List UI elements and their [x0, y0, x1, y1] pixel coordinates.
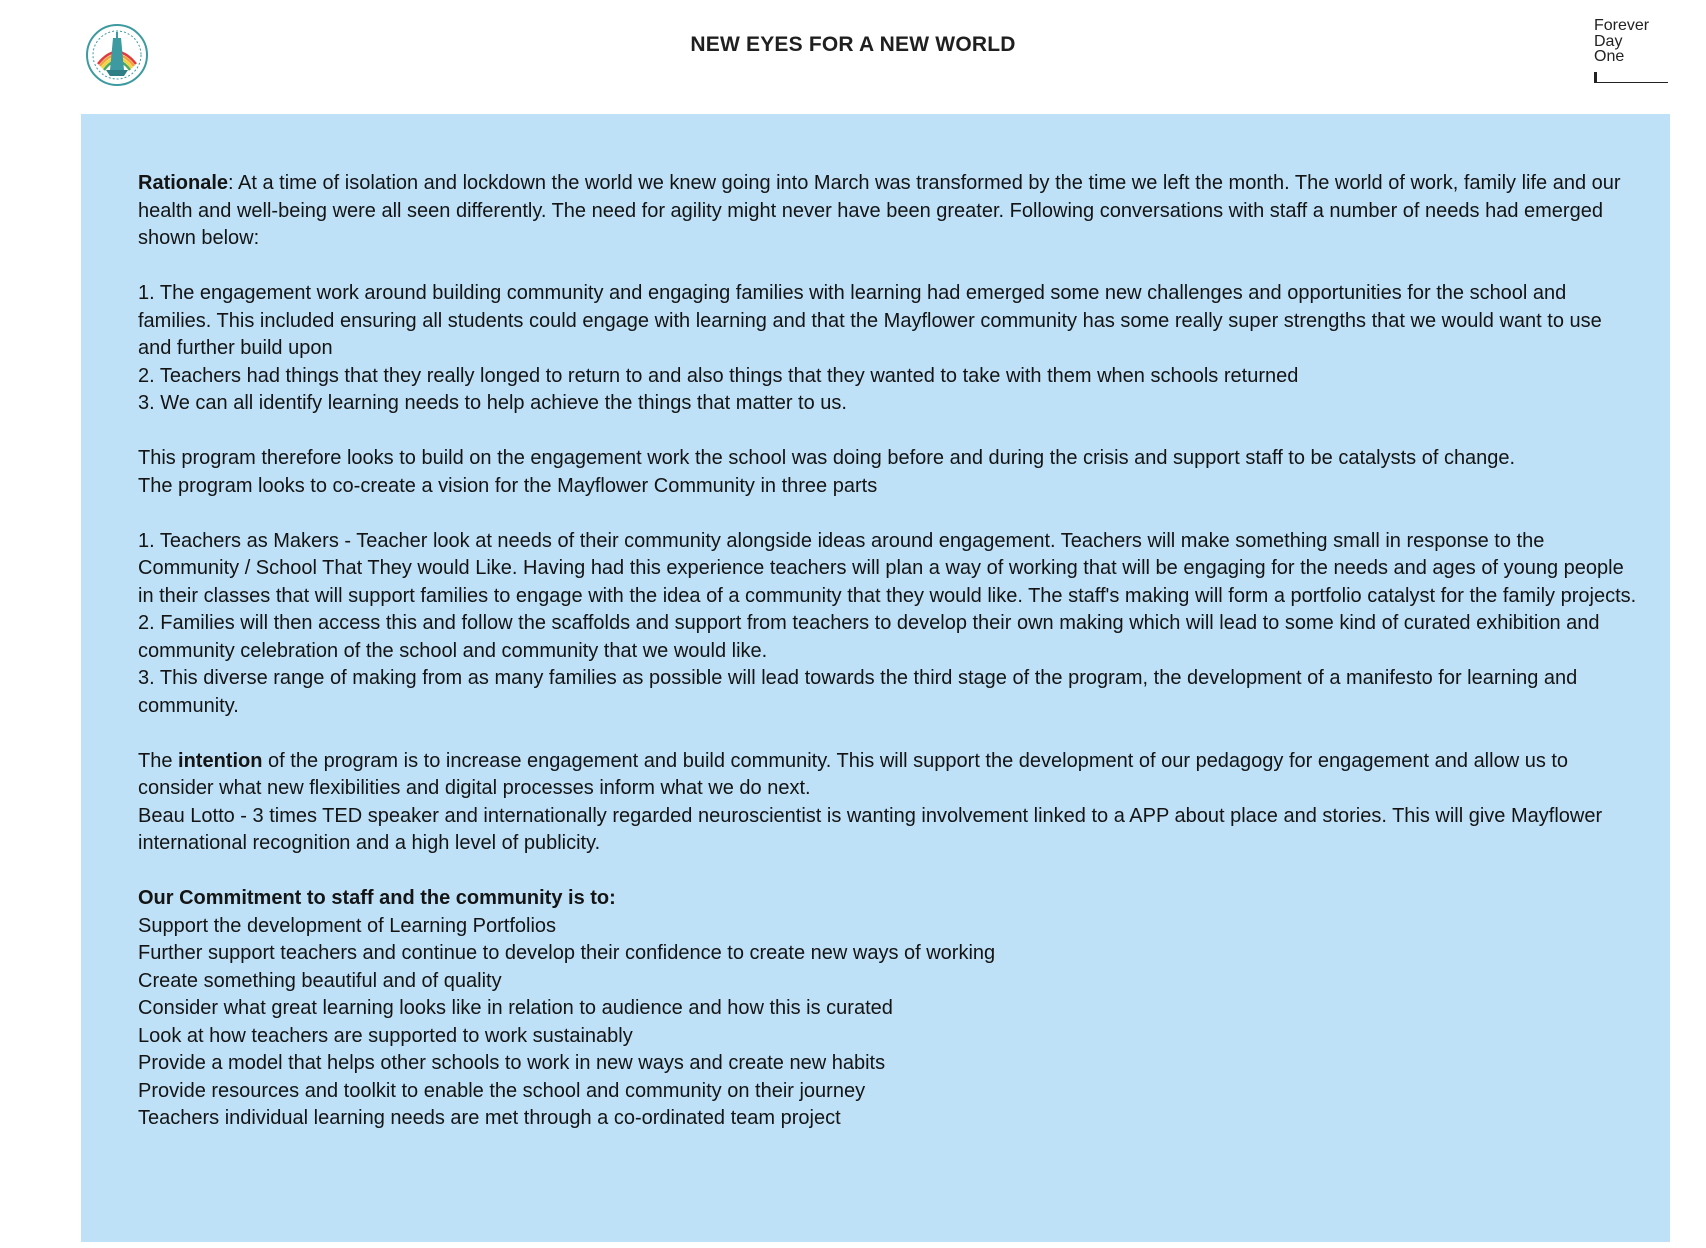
- commitment-item-8: Teachers individual learning needs are met through a co-ordinated team project: [138, 1107, 841, 1129]
- brand-underline: [1594, 82, 1668, 83]
- commitment-item-5: Look at how teachers are supported to work sustainably: [138, 1024, 633, 1047]
- intention-prefix: The: [138, 749, 179, 772]
- intention-bold: intention: [178, 749, 263, 772]
- program-intro-line-1: This program therefore looks to build on the engagement work the school was doing before and during the crisis and support staff to be catalysts of change.: [138, 447, 1516, 469]
- commitment-item-1: Support the development of Learning Portfolios: [138, 914, 557, 937]
- brand-logo: [1594, 18, 1672, 86]
- need-item-3: 3. We can all identify learning needs to help achieve the things that matter to us.: [138, 392, 847, 414]
- part-item-2: 2. Families will then access this and follow the scaffolds and support from teachers to develop their own making which will lead to some kind of curated exhibition and community celebration of the school and community that we would like.: [138, 612, 1600, 662]
- content-panel: [81, 114, 1670, 1242]
- brand-line-2: Day: [1594, 32, 1623, 50]
- need-item-1: 1. The engagement work around building community and engaging families with learning had emerged some new challenges and opportunities for the school and families. This included ensuring all students could engage with learning and that the Mayflower community has some really super strengths that we would want to use and further build upon: [138, 282, 1602, 359]
- commitment-item-7: Provide resources and toolkit to enable the school and community on their journey: [138, 1079, 866, 1102]
- page-title: NEW EYES FOR A NEW WORLD: [690, 33, 1016, 56]
- brand-line-3: One: [1594, 48, 1625, 65]
- brand-line-1: Forever: [1594, 17, 1650, 34]
- rationale-label: Rationale: [138, 172, 229, 194]
- commitment-item-4: Consider what great learning looks like in relation to audience and how this is curated: [138, 997, 893, 1019]
- commitment-item-3: Create something beautiful and of quality: [138, 969, 502, 992]
- part-item-1: 1. Teachers as Makers - Teacher look at needs of their community alongside ideas around engagement. Teachers will make something small in response to the Community / School That They would Like. Having had this experience teachers will plan a way of working that will be engaging for the needs and ages of young people in their classes that will support families to engage with the idea of a community that they would like. The staff's making will form a portfolio catalyst for the family projects.: [138, 529, 1637, 607]
- commitment-item-2: Further support teachers and continue to develop their confidence to create new ways of working: [138, 942, 996, 964]
- intention-suffix: of the program is to increase engagement and build community. This will support the development of our pedagogy for engagement and allow us to consider what new flexibilities and digital processes inform what we do next.: [138, 749, 1569, 799]
- intention-paragraph: [138, 748, 1638, 803]
- document-body: [138, 170, 1638, 1133]
- commitment-item-6: Provide a model that helps other schools to work in new ways and create new habits: [138, 1052, 886, 1074]
- need-item-2: 2. Teachers had things that they really longed to return to and also things that they wanted to take with them when schools returned: [138, 364, 1299, 387]
- rationale-text: : At a time of isolation and lockdown the world we knew going into March was transformed by the time we left the month. The world of work, family life and our health and well-being were all seen differently. The need for agility might never have been greater. Following conversations with staff a number of needs had emerged shown below:: [138, 172, 1621, 249]
- part-item-3: 3. This diverse range of making from as many families as possible will lead towards the third stage of the program, the development of a manifesto for learning and community.: [138, 667, 1578, 717]
- program-intro-line-2: The program looks to co-create a vision for the Mayflower Community in three parts: [138, 474, 878, 497]
- beau-lotto-paragraph: Beau Lotto - 3 times TED speaker and internationally regarded neuroscientist is wanting involvement linked to a APP about place and stories. This will give Mayflower international recognition and a high level of publicity.: [138, 804, 1603, 854]
- commitment-heading: Our Commitment to staff and the community is to:: [138, 887, 616, 909]
- rationale-paragraph: [138, 170, 1638, 253]
